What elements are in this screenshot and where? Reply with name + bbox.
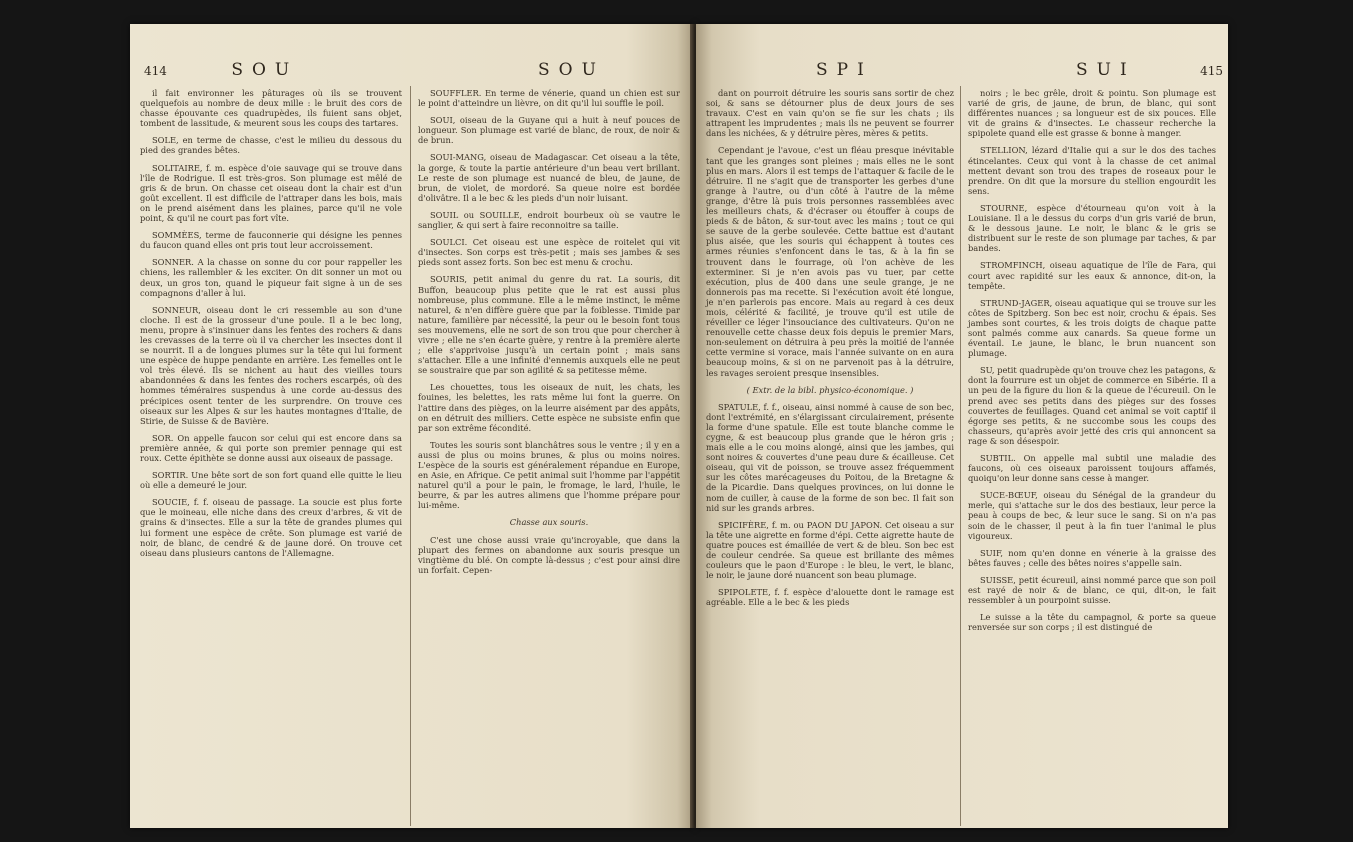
paragraph: SPICIFÈRE, f. m. ou PAON DU JAPON. Cet oiseau a sur la tête une aigrette en forme d'épi. Cette aigrette haute de quatre pouces est émaillée de vert & de bleu. Son bec est de couleur cendrée. Sa queue est brillante des mêmes couleurs que le paon d'Europe : le bleu, le vert, le blanc, le noir, le jaune doré nuancent son beau plumage. <box>706 519 954 581</box>
paragraph: STROMFINCH, oiseau aquatique de l'île de Fara, qui court avec rapidité sur les eaux & annonce, dit-on, la tempête. <box>968 260 1216 291</box>
paragraph: SUBTIL. On appelle mal subtil une maladie des faucons, où ces oiseaux paroissent toujours affamés, quoiqu'on leur donne sans cesse à manger. <box>968 453 1216 484</box>
right-page <box>696 24 1228 828</box>
paragraph: SUIF, nom qu'en donne en vénerie à la graisse des bêtes fauves ; celle des bêtes noires s'appelle sain. <box>968 547 1216 568</box>
paragraph: SOUI, oiseau de la Guyane qui a huit à neuf pouces de longueur. Son plumage est varié de blanc, de roux, de noir & de brun. <box>418 115 680 146</box>
paragraph: SOUIL ou SOUILLE, endroit bourbeux où se vautre le sanglier, & qui sert à faire reconnoitre sa taille. <box>418 209 680 231</box>
text-column <box>418 88 680 582</box>
left-running-head <box>144 60 298 80</box>
paragraph: C'est une chose aussi vraie qu'incroyable, que dans la plupart des fermes on abandonne aux souris presque un vingtième du blé. On compte là-dessus ; c'est pour ainsi dire un forfait. Cepen- <box>418 534 680 575</box>
paragraph: Toutes les souris sont blanchâtres sous le ventre ; il y en a aussi de plus ou moins brunes, & plus ou moins noires. L'espèce de la souris est généralement répandue en Europe, en Asie, en Afrique. Ce petit animal suit l'homme par l'appétit naturel qu'il a pour le pain, le fromage, le lard, l'huile, le beurre, & par les autres alimens que l'homme prépare pour lui-même. <box>418 439 680 511</box>
paragraph: SOMMÈES, terme de fauconnerie qui désigne les pennes du faucon quand elles ont pris tout leur accroissement. <box>140 230 402 251</box>
paragraph: SONNEUR, oiseau dont le cri ressemble au son d'une cloche. Il est de la grosseur d'une poule. Il a le bec long, menu, propre à s'insinuer dans les fentes des rochers & dans les crevasses de la terre où il va chercher les insectes dont il se nourrit. Il a de longues plumes sur la tête qui lui forment une espèce de huppe pendante en arrière. Les femelles ont le vol très élevé. Ils se nichent au haut des vieilles tours abandonnées & dans les fentes des rochers escarpés, où des hommes téméraires suspendus à une corde au-dessus des précipices osent tenter de les surprendre. On trouve ces oiseaux sur les Alpes & sur les hautes montagnes d'Italie, de Stirie, de Suisse & de Bavière. <box>140 304 402 426</box>
paragraph: il fait environner les pâturages où ils se trouvent quelquefois au nombre de deux mille : le bruit des cors de chasse épouvante ces quadrupèdes, ils fuient sans objet, tombent de lassitude, & meurent sous les coups des tartares. <box>140 88 402 129</box>
running-head-word: SUI <box>1076 60 1136 80</box>
paragraph: SUCE-BŒUF, oiseau du Sénégal de la grandeur du merle, qui s'attache sur le dos des bestiaux, leur perce la peau à coups de bec, & leur suce le sang. Si on n'a pas soin de le chasser, il peut à la fin tuer l'animal le plus vigoureux. <box>968 490 1216 541</box>
paragraph: noirs ; le bec grêle, droit & pointu. Son plumage est varié de gris, de jaune, de brun, de blanc, qui sont différentes nuances ; sa longueur est de six pouces. Elle vit de grains & d'insectes. Le chasseur recherche la spipolete quand elle est grasse & bonne à manger. <box>968 88 1216 139</box>
paragraph: SONNER. A la chasse on sonne du cor pour rappeller les chiens, les rallembler & les exciter. On dit sonner un mot ou deux, un gros ton, quand le piqueur fait signe à un de ses compagnons d'aller à lui. <box>140 257 402 298</box>
running-head-word: SOU <box>538 60 605 80</box>
paragraph: Les chouettes, tous les oiseaux de nuit, les chats, les fouines, les belettes, les rats même lui font la guerre. On l'attire dans des pièges, on la leurre aisément par des appâts, on en détruit des milliers. Cette espèce ne subsiste enfin que par son extrême fécondité. <box>418 382 680 433</box>
page-number: 415 <box>1200 64 1224 78</box>
paragraph: SOLITAIRE, f. m. espèce d'oie sauvage qui se trouve dans l'île de Rodrigue. Il est très-gros. Son plumage est mêlé de gris & de brun. On chasse cet oiseau dont la chair est d'un goût excellent. Il est difficile de l'attraper dans les bois, mais on le prend aisément dans les plaines, parce qu'il ne vole point, & qu'il ne court pas fort vîte. <box>140 162 402 224</box>
paragraph: SORTIR. Une bête sort de son fort quand elle quitte le lieu où elle a demeuré le jour. <box>140 470 402 491</box>
paragraph: SOUI-MANG, oiseau de Madagascar. Cet oiseau a la tête, la gorge, & toute la partie antérieure d'un beau vert brillant. Le reste de son plumage est nuancé de bleu, de jaune, de brun, de violet, de mordoré. Sa queue noire est bordée d'olivâtre. Il a le bec & les pieds d'un noir luisant. <box>418 152 680 203</box>
paragraph: ( Extr. de la bibl. physico-économique. ) <box>746 384 914 395</box>
paragraph: STELLION, lézard d'Italie qui a sur le dos des taches étincelantes. Ceux qui vont à la chasse de cet animal mettent devant son trou des trapes de roseaux pour le prendre. On dit que la morsure du stellion engourdit les sens. <box>968 145 1216 196</box>
paragraph: SU, petit quadrupède qu'on trouve chez les patagons, & dont la fourrure est un objet de commerce en Sibérie. Il a un peu de la figure du lion & la queue de l'écureuil. On le prend avec ses petits dans des pièges sur des fosses couvertes de feuillages. Quand cet animal se voit captif il égorge ses petits, & ne succombe sous les coups des chasseurs, qu'après avoir jetté des cris qui annoncent sa rage & son désespoir. <box>968 365 1216 446</box>
paragraph: SOULCI. Cet oiseau est une espèce de roitelet qui vit d'insectes. Son corps est très-petit ; mais ses jambes & ses pieds sont assez forts. Son bec est menu & crochu. <box>418 237 680 268</box>
paragraph: SPATULE, f. f., oiseau, ainsi nommé à cause de son bec, dont l'extrémité, en s'élargissant circulairement, présente la forme d'une spatule. Elle est toute blanche comme le cygne, & est beaucoup plus grande que le héron gris ; mais elle a le cou moins alongé, ainsi que les jambes, qui sont noires & couvertes d'une peau dure & écailleuse. Cet oiseau, qui vit de poisson, se trouve assez fréquemment sur les côtes marécageuses du Poitou, de la Bretagne & de la Picardie. Dans quelques provinces, on lui donne le nom de cuiller, à cause de la forme de son bec. Il fait son nid sur les grands arbres. <box>706 401 954 513</box>
paragraph: Le suisse a la tête du campagnol, & porte sa queue renversée sur son corps ; il est distingué de <box>968 612 1216 633</box>
right-running-head <box>1076 60 1223 80</box>
text-column <box>140 88 402 565</box>
paragraph: Chasse aux souris. <box>509 517 589 528</box>
paragraph: Cependant je l'avoue, c'est un fléau presque inévitable tant que les granges sont pleines ; mais elles ne le sont plus en mars. Alors il est temps de l'attaquer & facile de le détruire. Il ne s'agit que de transporter les gerbes d'une grange à l'autre, ou d'un côté à l'autre de la même grange, d'être là puis trois personnes rassemblées avec les meilleurs chats, & d'écraser ou étouffer à coups de pieds & de bâton, & sur-tout avec les mains ; tout ce qui se sauve de la gerbe soulevée. Cette battue est d'autant plus aisée, que les souris qui échappent à toutes ces armes réunies s'enfoncent dans le tas, & à la fin se trouvent dans le fourrage, où l'on achève de les exterminer. Si je n'en avois pas vu tuer, par cette exécution, plus de 400 dans une seule grange, je ne donnerois pas ma recette. Si l'exécution avoit été longue, je n'en parlerois pas encore. Mais au regard à ces deux mois, célérité & facilité, je trouve qu'il est utile de réveiller ce léger l'insouciance des cultivateurs. Qu'on ne renouvelle cette chasse deux fois depuis le premier Mars, non-seulement on détruira à peu près la moitié de l'année cette vermine si vorace, mais l'année suivante on en aura beaucoup moins, & si on ne parvenoit pas à la détruire, les ravages seroient presque insensibles. <box>706 145 954 378</box>
paragraph: SOR. On appelle faucon sor celui qui est encore dans sa première année, & qui porte son premier pennage qui est roux. Cette épithète se donne aussi aux oiseaux de passage. <box>140 432 402 463</box>
paragraph: STRUND-JAGER, oiseau aquatique qui se trouve sur les côtes de Spitzberg. Son bec est noir, crochu & épais. Ses jambes sont courtes, & les trois doigts de chaque patte sont palmés comme aux canards. Sa queue forme un éventail. Le jaune, le blanc, le brun nuancent son plumage. <box>968 297 1216 359</box>
column-divider <box>410 86 411 826</box>
paragraph: dant on pourroit détruire les souris sans sortir de chez soi, & sans se détourner plus de deux jours de ses travaux. C'est en vain qu'on se fie sur les chats ; ils attrapent les imprudentes ; mais ils ne peuvent se fourrer dans les nichées, & y détruire pères, mères & petits. <box>706 88 954 139</box>
left-page <box>130 24 694 828</box>
paragraph: SOUFFLER. En terme de vénerie, quand un chien est sur le point d'atteindre un lièvre, on dit qu'il lui souffle le poil. <box>418 88 680 109</box>
paragraph: SUISSE, petit écureuil, ainsi nommé parce que son poil est rayé de noir & de blanc, ce qui, dit-on, le fait ressembler à un pourpoint suisse. <box>968 574 1216 606</box>
text-column <box>706 88 954 615</box>
paragraph: SOLE, en terme de chasse, c'est le milieu du dessous du pied des grandes bêtes. <box>140 135 402 156</box>
page-number: 414 <box>144 64 167 78</box>
paragraph: SPIPOLETE, f. f. espèce d'alouette dont le ramage est agréable. Elle a le bec & les pieds <box>706 587 954 608</box>
paragraph: SOURIS, petit animal du genre du rat. La souris, dit Buffon, beaucoup plus petite que le rat est aussi plus nombreuse, plus commune. Elle a le même instinct, le même naturel, & n'en diffère guère que par la foiblesse. Timide par nature, familière par nécessité, la peur ou le besoin font tous ses mouvemens, elle ne sort de son trou que pour chercher à vivre ; elle ne s'en écarte guère, y rentre à la première alerte ; elle s'apprivoise jusqu'à un certain point ; mais sans s'attacher. Elle a une infinité d'ennemis auxquels elle ne peut se soustraire que par son agilité & sa petitesse même. <box>418 274 680 376</box>
paragraph: SOUCIE, f. f. oiseau de passage. La soucie est plus forte que le moineau, elle niche dans des creux d'arbres, & vit de grains & d'insectes. Elle a sur la tête de grandes plumes qui lui forment une espèce de crête. Son plumage est varié de noir, de blanc, de cendré & de jaune doré. On trouve cet oiseau dans plusieurs cantons de l'Allemagne. <box>140 497 402 558</box>
text-column <box>968 88 1216 639</box>
paragraph: STOURNE, espèce d'étourneau qu'on voit à la Louisiane. Il a le dessus du corps d'un gris varié de brun, & le dessous jaune. Le noir, le blanc & le gris se distribuent sur le reste de son plumage par taches, & par bandes. <box>968 202 1216 254</box>
running-head-word: SOU <box>231 60 299 80</box>
column-divider <box>960 86 961 826</box>
running-head-word: SPI <box>816 60 873 80</box>
